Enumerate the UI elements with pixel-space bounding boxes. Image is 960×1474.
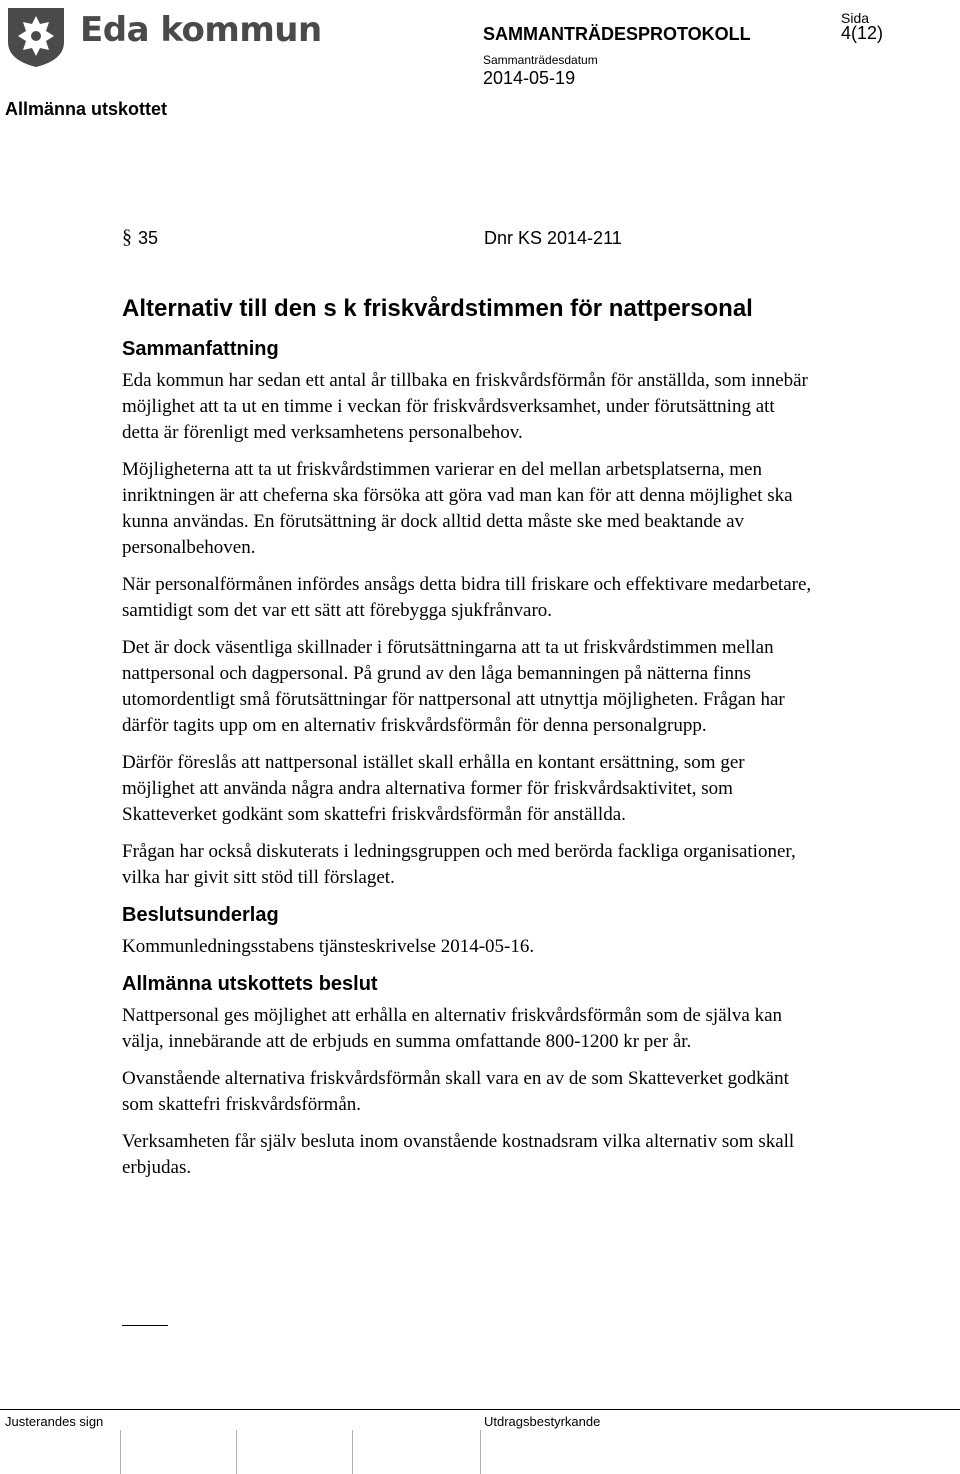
page-label: Sida [841, 10, 870, 26]
section-title: Alternativ till den s k friskvårdstimmen för nattpersonal [122, 295, 753, 322]
summary-paragraph: Eda kommun har sedan ett antal år tillbaka en friskvårdsförmån för anställda, som innebär möjlighet att ta ut en timme i veckan för friskvårdsverksamhet, under förutsättning att detta är förenligt med verksamhetens personalbehov. [122, 370, 808, 443]
decision-paragraph: Nattpersonal ges möjlighet att erhålla en alternativ friskvårdsförmån som de själva kan välja, innebärande att de erbjuds en summa omfattande 800-1200 kr per år. [122, 1005, 783, 1052]
protocol-body [122, 294, 812, 1192]
signers-label: Justerandes sign [5, 1414, 104, 1429]
basis-text: Kommunledningsstabens tjänsteskrivelse 2014-05-16. [122, 936, 535, 957]
decision-paragraph: Verksamheten får själv besluta inom ovanstående kostnadsram vilka alternativ som skall erbjudas. [122, 1131, 795, 1178]
summary-paragraph: Möjligheterna att ta ut friskvårdstimmen varierar en del mellan arbetsplatserna, men inriktningen är att cheferna ska försöka att göra vad man kan för att denna möjlighet ska kunna användas. En förutsättning är dock alltid detta måste ske med beaktande av personalbehoven. [122, 459, 793, 558]
basis-heading: Beslutsunderlag [122, 904, 279, 926]
footer-divider [0, 1409, 960, 1410]
summary-heading: Sammanfattning [122, 338, 279, 360]
page-number: 4(12) [841, 23, 884, 43]
signature-box [120, 1430, 121, 1474]
committee-name: Allmänna utskottet [5, 99, 168, 119]
signature-box [352, 1430, 353, 1474]
municipality-crest-logo [6, 4, 66, 68]
section-number: 35 [138, 228, 159, 248]
decision-paragraph: Ovanstående alternativa friskvårdsförmån skall vara en av de som Skatteverket godkänt som skattefri friskvårdsförmån. [122, 1068, 789, 1115]
document-type: SAMMANTRÄDESPROTOKOLL [483, 24, 751, 44]
paragraph-sign: § [122, 226, 132, 248]
summary-paragraph: Frågan har också diskuterats i ledningsgruppen och med berörda fackliga organisationer, vilka har givit sitt stöd till förslaget. [122, 841, 796, 888]
summary-paragraph: När personalförmånen infördes ansågs detta bidra till friskare och effektivare medarbetare, samtidigt som det var ett sätt att förebygga sjukfrånvaro. [122, 574, 812, 621]
summary-paragraph: Därför föreslås att nattpersonal istället skall erhålla en kontant ersättning, som ger möjlighet att använda några andra alternativa former för friskvårdsaktivitet, som Skatteverket godkänt som skattefri friskvårdsförmån för anställda. [122, 752, 745, 825]
brand-name: Eda kommun [80, 10, 322, 50]
meeting-date-label: Sammanträdesdatum [483, 53, 598, 67]
end-divider [122, 1325, 168, 1326]
summary-paragraph: Det är dock väsentliga skillnader i förutsättningarna att ta ut friskvårdstimmen mellan nattpersonal och dagpersonal. På grund av den låga bemanningen på nätterna finns utomordentligt små förutsättningar för nattpersonal att utnyttja möjligheten. Frågan har därför tagits upp om en alternativ friskvårdsförmån för denna personalgrupp. [122, 637, 785, 736]
signature-box [236, 1430, 237, 1474]
extract-certification-label: Utdragsbestyrkande [484, 1414, 601, 1429]
diary-number: Dnr KS 2014-211 [484, 228, 622, 248]
signature-box [480, 1430, 481, 1474]
decision-heading: Allmänna utskottets beslut [122, 973, 378, 995]
meeting-date: 2014-05-19 [483, 68, 576, 88]
